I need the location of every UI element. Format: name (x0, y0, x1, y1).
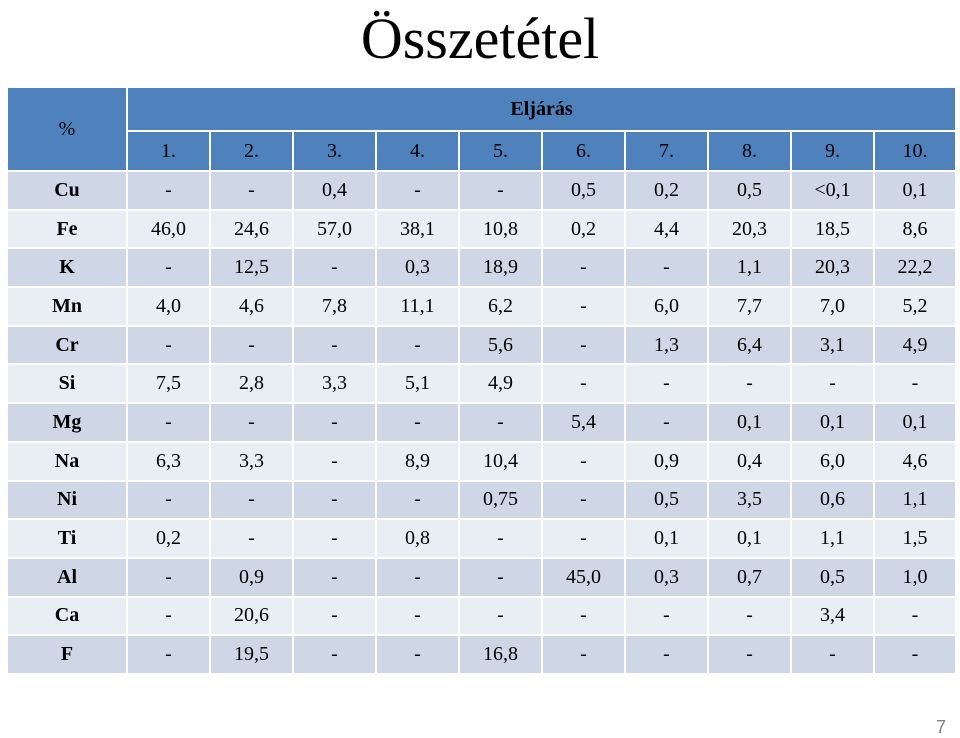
table-cell: 11,1 (377, 288, 460, 327)
table-cell: 0,5 (792, 559, 875, 598)
table-cell: - (294, 520, 377, 559)
table-cell: - (128, 559, 211, 598)
table-cell: - (294, 443, 377, 482)
table-cell: 0,1 (626, 520, 709, 559)
table-cell: - (792, 365, 875, 404)
table-cell: - (211, 327, 294, 366)
table-cell: - (460, 520, 543, 559)
table-cell: 6,4 (709, 327, 792, 366)
method-header-8: 8. (709, 132, 792, 172)
table-cell: - (543, 443, 626, 482)
element-label: Mg (8, 404, 128, 443)
table-row-na (8, 443, 957, 482)
table-cell: 18,5 (792, 211, 875, 250)
table-cell: - (543, 636, 626, 675)
table-cell: 6,2 (460, 288, 543, 327)
method-header-3: 3. (294, 132, 377, 172)
method-header-4: 4. (377, 132, 460, 172)
table-cell: - (128, 249, 211, 288)
table-cell: 8,6 (875, 211, 957, 250)
table-cell: - (128, 404, 211, 443)
table-row-mn (8, 288, 957, 327)
element-label: Cr (8, 327, 128, 366)
table-cell: 7,5 (128, 365, 211, 404)
table-cell: - (211, 172, 294, 211)
element-label: Ni (8, 482, 128, 521)
table-cell: 4,4 (626, 211, 709, 250)
table-row-f (8, 636, 957, 675)
table-cell: - (626, 404, 709, 443)
method-group-header: Eljárás (128, 88, 957, 132)
table-cell: 0,1 (792, 404, 875, 443)
table-cell: - (294, 636, 377, 675)
table-cell: 0,5 (709, 172, 792, 211)
table-cell: 1,1 (709, 249, 792, 288)
element-label: K (8, 249, 128, 288)
table-cell: 3,4 (792, 598, 875, 637)
table-cell: 0,5 (543, 172, 626, 211)
table-cell: - (543, 249, 626, 288)
table-cell: 20,3 (709, 211, 792, 250)
method-header-9: 9. (792, 132, 875, 172)
table-cell: - (709, 598, 792, 637)
table-cell: - (460, 404, 543, 443)
table-cell: - (128, 172, 211, 211)
table-cell: 0,3 (377, 249, 460, 288)
table-cell: 3,5 (709, 482, 792, 521)
method-header-2: 2. (211, 132, 294, 172)
table-cell: 0,4 (709, 443, 792, 482)
table-row-cr (8, 327, 957, 366)
table-cell: 24,6 (211, 211, 294, 250)
table-cell: - (294, 327, 377, 366)
table-cell: 6,0 (792, 443, 875, 482)
table-cell: - (377, 404, 460, 443)
table-cell: 18,9 (460, 249, 543, 288)
table-row-cu (8, 172, 957, 211)
table-cell: - (128, 327, 211, 366)
table-row-ni (8, 482, 957, 521)
table-cell: 4,0 (128, 288, 211, 327)
table-cell: 22,2 (875, 249, 957, 288)
table-cell: - (377, 598, 460, 637)
table-cell: 7,7 (709, 288, 792, 327)
composition-table (8, 88, 957, 675)
table-cell: 10,4 (460, 443, 543, 482)
table-cell: 0,75 (460, 482, 543, 521)
table-cell: - (875, 365, 957, 404)
table-cell: 0,1 (709, 520, 792, 559)
table-cell: 57,0 (294, 211, 377, 250)
table-cell: - (543, 520, 626, 559)
table-cell: 46,0 (128, 211, 211, 250)
table-cell: - (294, 404, 377, 443)
table-cell: 4,9 (460, 365, 543, 404)
element-label: F (8, 636, 128, 675)
table-cell: - (211, 482, 294, 521)
element-label: Al (8, 559, 128, 598)
table-cell: 8,9 (377, 443, 460, 482)
corner-header-percent: % (8, 88, 128, 172)
table-cell: - (543, 482, 626, 521)
element-label: Mn (8, 288, 128, 327)
table-cell: 5,2 (875, 288, 957, 327)
table-cell: - (709, 636, 792, 675)
table-row-fe (8, 211, 957, 250)
table-cell: 3,1 (792, 327, 875, 366)
table-cell: - (875, 598, 957, 637)
table-cell: - (460, 172, 543, 211)
table-cell: - (377, 327, 460, 366)
element-label: Ti (8, 520, 128, 559)
table-cell: 45,0 (543, 559, 626, 598)
table-cell: 1,0 (875, 559, 957, 598)
table-cell: 5,1 (377, 365, 460, 404)
table-cell: - (875, 636, 957, 675)
table-cell: - (128, 482, 211, 521)
table-cell: - (294, 482, 377, 521)
table-cell: 0,1 (709, 404, 792, 443)
table-cell: 2,8 (211, 365, 294, 404)
table-cell: 3,3 (294, 365, 377, 404)
element-label: Cu (8, 172, 128, 211)
table-cell: 5,4 (543, 404, 626, 443)
table-cell: 16,8 (460, 636, 543, 675)
table-cell: 6,3 (128, 443, 211, 482)
table-cell: - (377, 636, 460, 675)
table-cell: 0,9 (626, 443, 709, 482)
table-cell: - (211, 404, 294, 443)
table-cell: - (211, 520, 294, 559)
table-cell: - (626, 365, 709, 404)
table-cell: - (294, 598, 377, 637)
table-cell: 4,9 (875, 327, 957, 366)
table-cell: 0,2 (543, 211, 626, 250)
table-row-al (8, 559, 957, 598)
element-label: Na (8, 443, 128, 482)
table-cell: - (543, 327, 626, 366)
table-cell: 0,2 (128, 520, 211, 559)
table-cell: 20,6 (211, 598, 294, 637)
element-label: Si (8, 365, 128, 404)
method-header-1: 1. (128, 132, 211, 172)
table-cell: 0,9 (211, 559, 294, 598)
table-cell: - (709, 365, 792, 404)
table-cell: 0,5 (626, 482, 709, 521)
page-number: 7 (935, 717, 946, 737)
table-cell: - (377, 172, 460, 211)
table-cell: - (294, 559, 377, 598)
table-cell: - (543, 288, 626, 327)
method-header-7: 7. (626, 132, 709, 172)
table-cell: 0,8 (377, 520, 460, 559)
table-cell: 4,6 (875, 443, 957, 482)
table-cell: 38,1 (377, 211, 460, 250)
table-cell: - (294, 249, 377, 288)
table-cell: 19,5 (211, 636, 294, 675)
table-row-si (8, 365, 957, 404)
table-cell: - (128, 636, 211, 675)
table-cell: - (460, 598, 543, 637)
table-cell: 0,2 (626, 172, 709, 211)
slide-title: Összetétel (360, 6, 600, 71)
table-row-ti (8, 520, 957, 559)
table-cell: 0,7 (709, 559, 792, 598)
table-cell: - (626, 249, 709, 288)
table-row-mg (8, 404, 957, 443)
table-cell: 1,5 (875, 520, 957, 559)
table-cell: - (377, 559, 460, 598)
table-cell: 5,6 (460, 327, 543, 366)
table-cell: 10,8 (460, 211, 543, 250)
table-cell: - (792, 636, 875, 675)
table-row-k (8, 249, 957, 288)
table-cell: - (460, 559, 543, 598)
table-cell: 1,1 (792, 520, 875, 559)
element-label: Fe (8, 211, 128, 250)
table-row-ca (8, 598, 957, 637)
table-cell: 3,3 (211, 443, 294, 482)
table-cell: - (543, 365, 626, 404)
table-cell: 12,5 (211, 249, 294, 288)
method-header-10: 10. (875, 132, 957, 172)
table-cell: 1,3 (626, 327, 709, 366)
table-cell: 20,3 (792, 249, 875, 288)
table-cell: 7,0 (792, 288, 875, 327)
table-cell: 4,6 (211, 288, 294, 327)
table-cell: 6,0 (626, 288, 709, 327)
method-header-6: 6. (543, 132, 626, 172)
table-cell: <0,1 (792, 172, 875, 211)
table-cell: - (626, 636, 709, 675)
table-cell: 0,1 (875, 172, 957, 211)
table-cell: - (543, 598, 626, 637)
table-cell: - (377, 482, 460, 521)
table-cell: 0,1 (875, 404, 957, 443)
table-cell: - (626, 598, 709, 637)
element-label: Ca (8, 598, 128, 637)
table-cell: 0,4 (294, 172, 377, 211)
table-cell: 1,1 (875, 482, 957, 521)
table-cell: 7,8 (294, 288, 377, 327)
method-header-5: 5. (460, 132, 543, 172)
table-cell: 0,3 (626, 559, 709, 598)
table-cell: - (128, 598, 211, 637)
table-cell: 0,6 (792, 482, 875, 521)
